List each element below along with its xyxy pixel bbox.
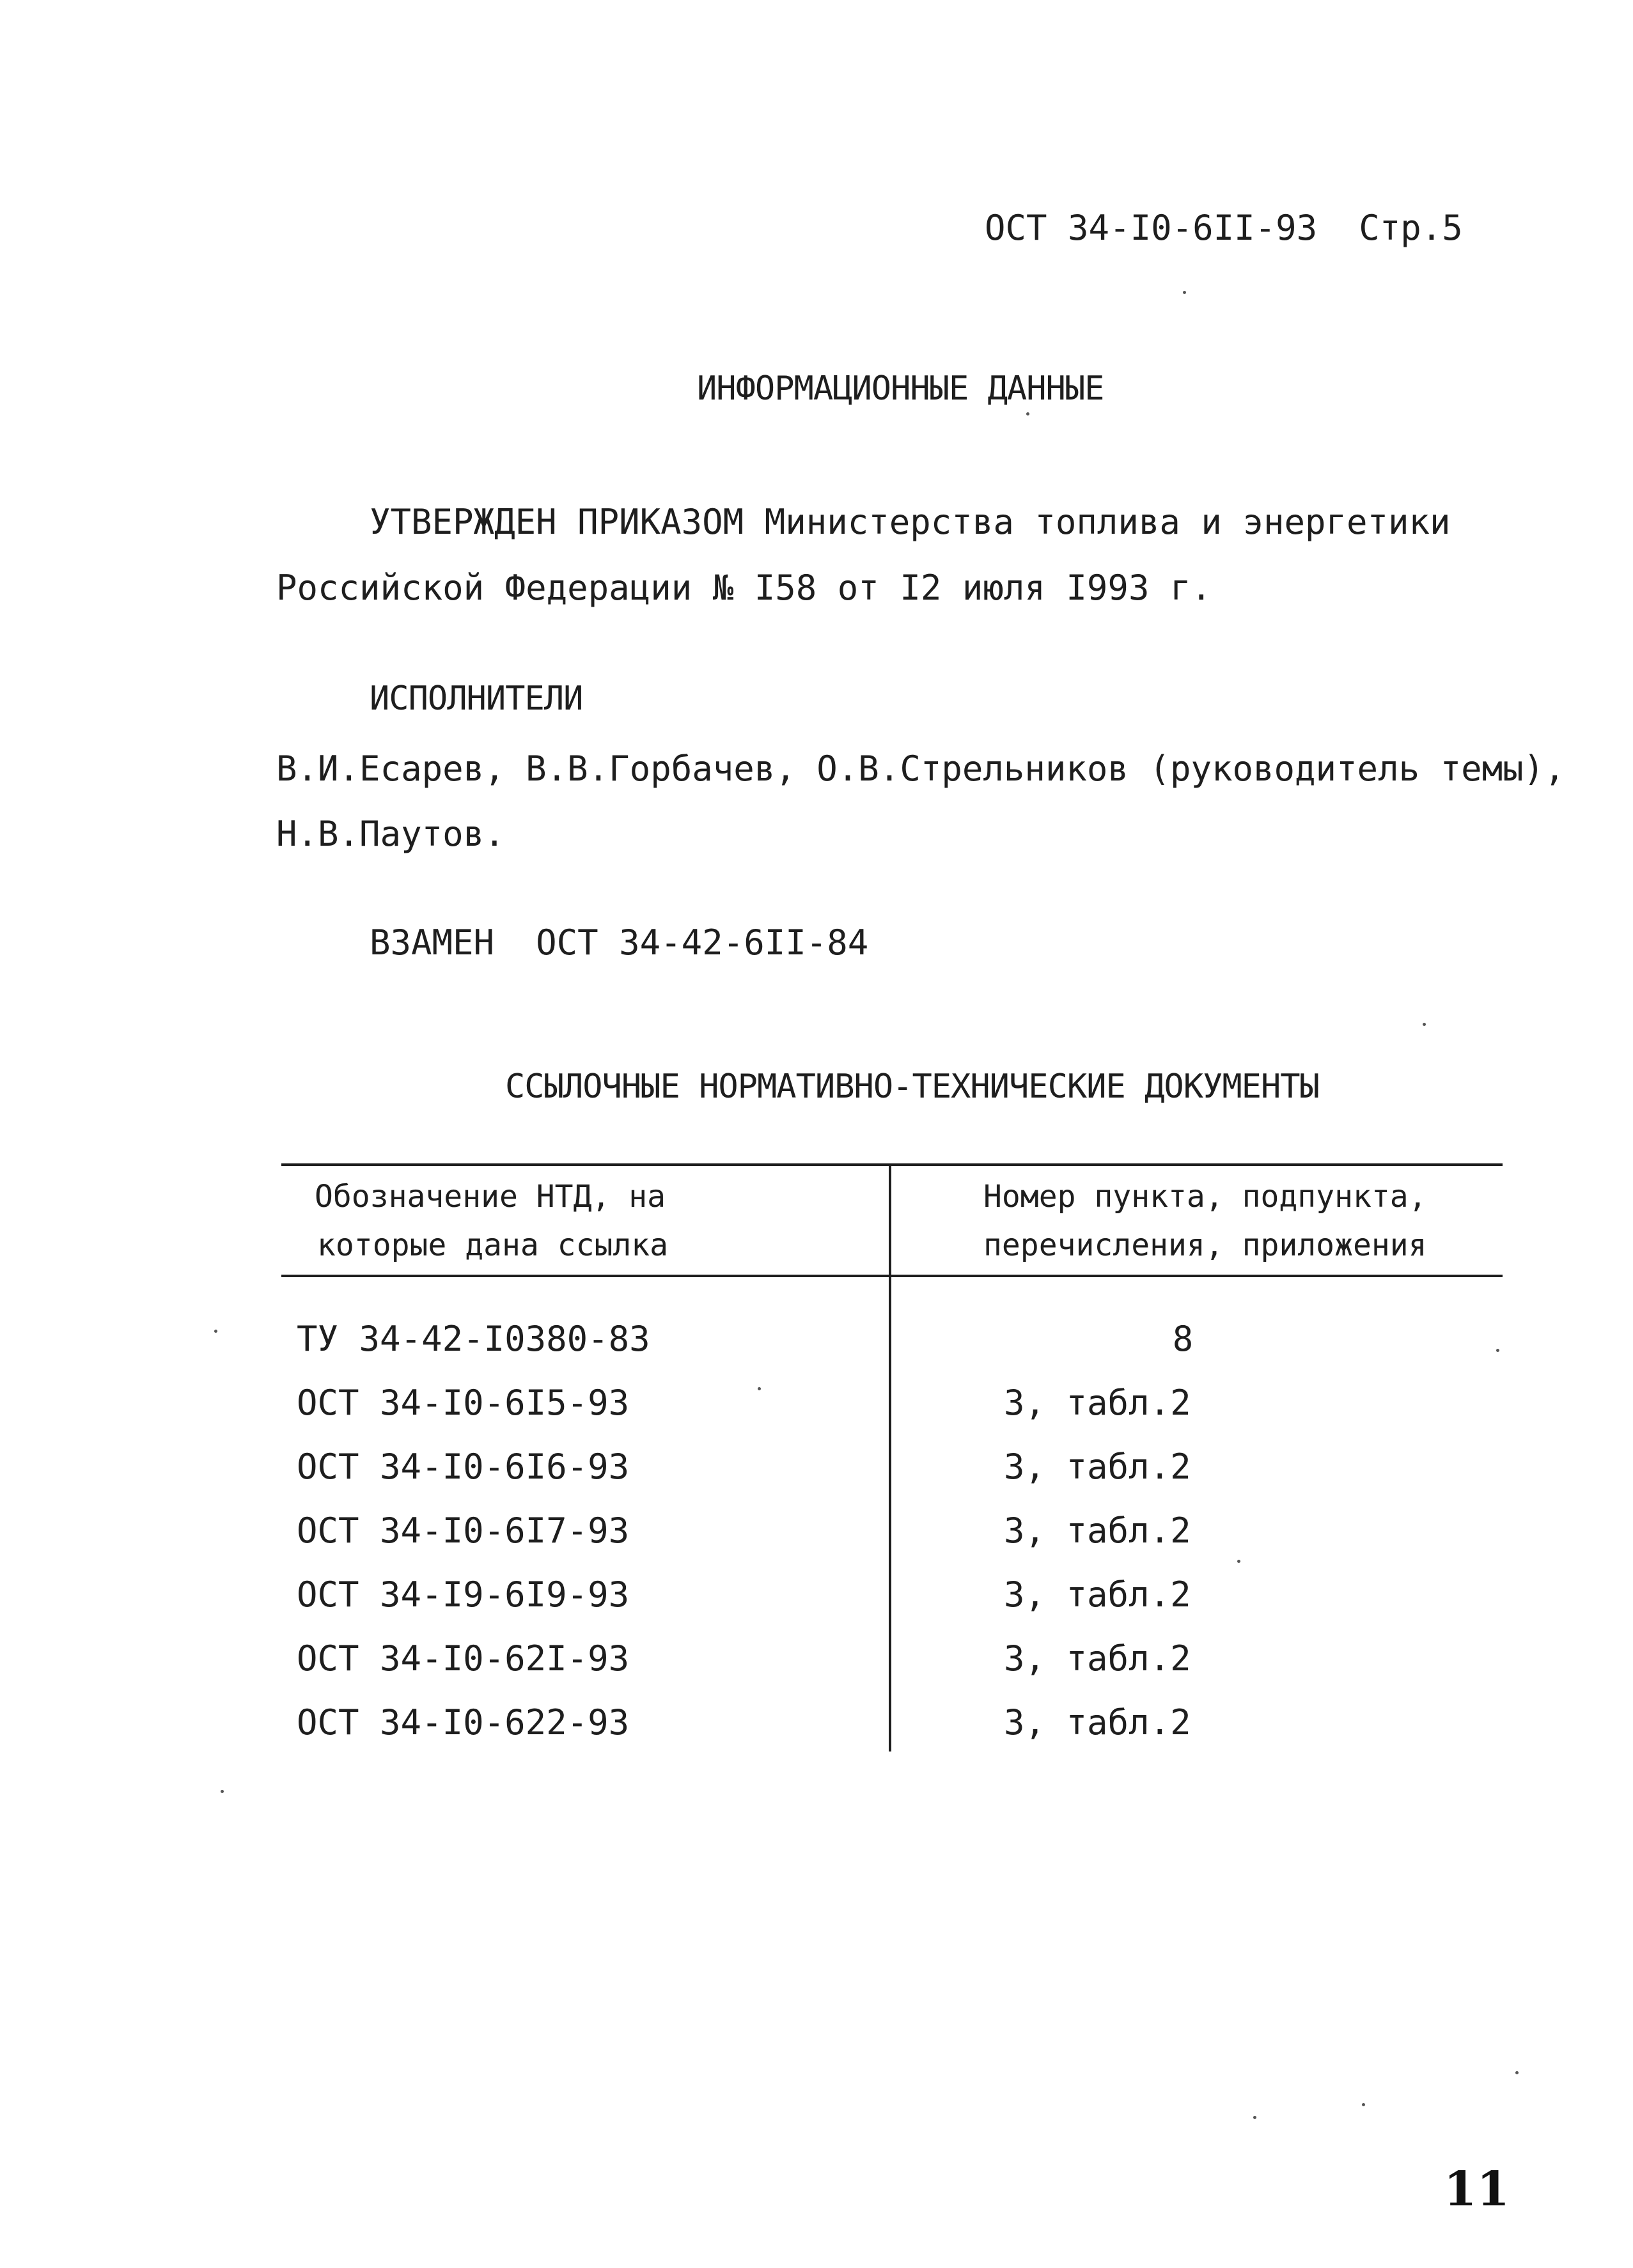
scan-speck bbox=[214, 1330, 217, 1333]
column-header-designation: Обозначение НТД, на bbox=[315, 1179, 666, 1215]
approval-line-1: УТВЕРЖДЕН ПРИКАЗОМ Министерства топлива и энергетики bbox=[370, 502, 1451, 542]
references-title: ССЫЛОЧНЫЕ НОРМАТИВНО-ТЕХНИЧЕСКИЕ ДОКУМЕНТЫ bbox=[505, 1068, 1319, 1106]
table-row bbox=[281, 1563, 1503, 1627]
scan-speck bbox=[1183, 291, 1186, 294]
table-row bbox=[281, 1307, 1503, 1371]
item-reference: 8 bbox=[1172, 1319, 1194, 1359]
column-header-item-number-cont: перечисления, приложения bbox=[983, 1227, 1427, 1263]
scan-speck bbox=[1496, 1349, 1499, 1352]
item-reference: 3, табл.2 bbox=[1004, 1511, 1191, 1551]
table-row bbox=[281, 1691, 1503, 1755]
page-header bbox=[985, 206, 1463, 251]
handwritten-page-number: 11 bbox=[1444, 2162, 1510, 2217]
table-row bbox=[281, 1371, 1503, 1435]
scan-speck bbox=[1515, 2071, 1519, 2074]
ntd-designation: ОСТ 34-I0-6I6-93 bbox=[297, 1447, 630, 1487]
approval-line-2: Российской Федерации № I58 от I2 июля I993 г. bbox=[276, 568, 1212, 608]
ntd-designation: ОСТ 34-I0-62I-93 bbox=[297, 1638, 630, 1679]
page-label: Стр.5 bbox=[1359, 208, 1463, 248]
table-header-rule bbox=[281, 1275, 1503, 1277]
item-reference: 3, табл.2 bbox=[1004, 1447, 1191, 1487]
item-reference: 3, табл.2 bbox=[1004, 1383, 1191, 1423]
ntd-designation: ТУ 34-42-I0380-83 bbox=[297, 1319, 650, 1359]
scan-speck bbox=[1237, 1560, 1240, 1563]
table-top-rule bbox=[281, 1163, 1503, 1166]
executors-line-2: Н.В.Паутов. bbox=[276, 814, 505, 854]
ntd-designation: ОСТ 34-I0-6I7-93 bbox=[297, 1511, 630, 1551]
item-reference: 3, табл.2 bbox=[1004, 1638, 1191, 1679]
executors-line-1: В.И.Есарев, В.В.Горбачев, О.В.Стрельников (руководитель темы), bbox=[276, 749, 1565, 789]
scan-speck bbox=[758, 1387, 761, 1390]
scan-speck bbox=[221, 1790, 224, 1793]
ntd-designation: ОСТ 34-I9-6I9-93 bbox=[297, 1574, 630, 1615]
table-row bbox=[281, 1627, 1503, 1691]
scan-speck bbox=[1026, 412, 1029, 416]
scan-speck bbox=[1423, 1023, 1426, 1026]
ntd-designation: ОСТ 34-I0-622-93 bbox=[297, 1702, 630, 1743]
column-header-designation-cont: которые дана ссылка bbox=[317, 1227, 669, 1263]
item-reference: 3, табл.2 bbox=[1004, 1574, 1191, 1615]
table-row bbox=[281, 1435, 1503, 1499]
scan-speck bbox=[1362, 2103, 1365, 2106]
standard-code: ОСТ 34-I0-6II-93 bbox=[985, 208, 1318, 248]
column-header-item-number: Номер пункта, подпункта, bbox=[983, 1179, 1427, 1215]
ntd-designation: ОСТ 34-I0-6I5-93 bbox=[297, 1383, 630, 1423]
scan-speck bbox=[1253, 2116, 1256, 2119]
executors-title: ИСПОЛНИТЕЛИ bbox=[370, 680, 583, 718]
item-reference: 3, табл.2 bbox=[1004, 1702, 1191, 1743]
replaces-line: ВЗАМЕН ОСТ 34-42-6II-84 bbox=[370, 922, 869, 963]
table-row bbox=[281, 1499, 1503, 1563]
info-section-title: ИНФОРМАЦИОННЫЕ ДАННЫЕ bbox=[697, 369, 1104, 408]
